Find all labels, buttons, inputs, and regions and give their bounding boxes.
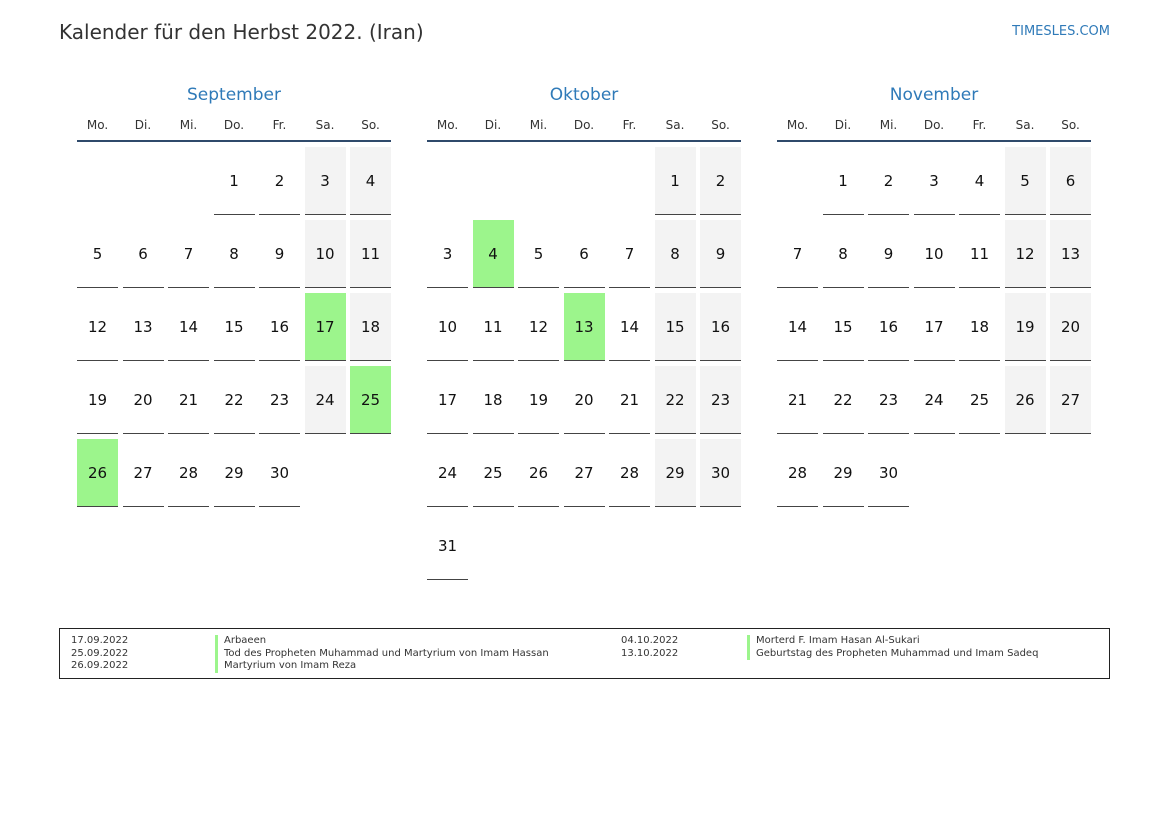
- weekday-label: Mi.: [879, 118, 898, 132]
- day-cell: 20: [123, 366, 164, 434]
- day-cell: 9: [259, 220, 300, 288]
- day-cell: 13: [1050, 220, 1091, 288]
- legend-date: 25.09.2022: [71, 647, 129, 659]
- day-cell: 22: [655, 366, 696, 434]
- weekday-label: Do.: [923, 118, 945, 132]
- day-cell: 2: [868, 147, 909, 215]
- holiday-legend: [59, 628, 1110, 679]
- empty-cell: [518, 147, 559, 215]
- day-cell: 11: [473, 293, 514, 361]
- month-september: [77, 84, 391, 507]
- legend-date: 26.09.2022: [71, 660, 129, 671]
- day-cell: 22: [823, 366, 864, 434]
- day-cell: 20: [564, 366, 605, 434]
- weekday-label: Sa.: [1015, 118, 1035, 132]
- legend-date: 13.10.2022: [621, 647, 679, 659]
- weekday-label: Do.: [223, 118, 245, 132]
- day-cell: 12: [77, 293, 118, 361]
- legend-holiday-name: Martyrium von Imam Reza: [215, 660, 356, 673]
- day-cell: 28: [168, 439, 209, 507]
- day-cell: 17: [427, 366, 468, 434]
- day-cell: 1: [655, 147, 696, 215]
- day-cell: 2: [700, 147, 741, 215]
- day-cell: 23: [259, 366, 300, 434]
- day-cell: 8: [214, 220, 255, 288]
- empty-cell: [473, 147, 514, 215]
- legend-row: [621, 647, 1039, 661]
- weekday-label: Mi.: [179, 118, 198, 132]
- day-cell: 1: [823, 147, 864, 215]
- day-grid: [777, 147, 1091, 507]
- legend-holiday-name: Arbaeen: [215, 635, 266, 648]
- day-cell: 19: [1005, 293, 1046, 361]
- month-title: November: [889, 85, 979, 105]
- day-cell: 11: [350, 220, 391, 288]
- page-title: Kalender für den Herbst 2022. (Iran): [59, 20, 424, 44]
- holiday-day-cell: 17: [305, 293, 346, 361]
- day-cell: 27: [564, 439, 605, 507]
- day-cell: 15: [655, 293, 696, 361]
- empty-cell: [777, 147, 818, 215]
- day-cell: 6: [564, 220, 605, 288]
- day-cell: 9: [700, 220, 741, 288]
- day-cell: 27: [123, 439, 164, 507]
- day-cell: 21: [777, 366, 818, 434]
- day-cell: 13: [123, 293, 164, 361]
- legend-date: 17.09.2022: [71, 635, 129, 646]
- day-cell: 19: [518, 366, 559, 434]
- day-cell: 3: [427, 220, 468, 288]
- day-cell: 18: [959, 293, 1000, 361]
- month-title: September: [187, 85, 281, 105]
- day-cell: 10: [427, 293, 468, 361]
- day-cell: 10: [914, 220, 955, 288]
- empty-cell: [77, 147, 118, 215]
- day-cell: 18: [473, 366, 514, 434]
- day-cell: 5: [77, 220, 118, 288]
- legend-column: [71, 635, 549, 673]
- month-title: Oktober: [549, 85, 619, 105]
- day-cell: 3: [305, 147, 346, 215]
- day-cell: 11: [959, 220, 1000, 288]
- weekday-label: Fr.: [272, 118, 287, 132]
- weekday-label: Di.: [834, 118, 852, 132]
- day-cell: 30: [700, 439, 741, 507]
- weekday-header: [77, 108, 391, 142]
- weekday-label: Do.: [573, 118, 595, 132]
- day-cell: 12: [518, 293, 559, 361]
- day-cell: 6: [123, 220, 164, 288]
- day-cell: 7: [609, 220, 650, 288]
- holiday-day-cell: 4: [473, 220, 514, 288]
- day-cell: 31: [427, 512, 468, 580]
- legend-column: [621, 635, 1039, 660]
- legend-row: [71, 660, 357, 673]
- day-cell: 9: [868, 220, 909, 288]
- legend-date: 04.10.2022: [621, 635, 679, 646]
- day-cell: 28: [609, 439, 650, 507]
- weekday-label: Di.: [484, 118, 502, 132]
- day-cell: 5: [518, 220, 559, 288]
- day-cell: 23: [700, 366, 741, 434]
- month-november: [777, 84, 1091, 507]
- day-cell: 7: [777, 220, 818, 288]
- day-cell: 21: [609, 366, 650, 434]
- weekday-label: Mo.: [436, 118, 459, 132]
- day-cell: 17: [914, 293, 955, 361]
- day-cell: 24: [427, 439, 468, 507]
- holiday-day-cell: 25: [350, 366, 391, 434]
- day-cell: 19: [77, 366, 118, 434]
- day-cell: 22: [214, 366, 255, 434]
- day-cell: 26: [518, 439, 559, 507]
- day-cell: 24: [305, 366, 346, 434]
- day-cell: 14: [777, 293, 818, 361]
- empty-cell: [427, 147, 468, 215]
- empty-cell: [609, 147, 650, 215]
- day-cell: 18: [350, 293, 391, 361]
- weekday-label: Fr.: [972, 118, 987, 132]
- weekday-label: Sa.: [665, 118, 685, 132]
- day-cell: 14: [609, 293, 650, 361]
- brand-link[interactable]: TIMESLES.COM: [1012, 24, 1110, 39]
- day-cell: 14: [168, 293, 209, 361]
- day-grid: [77, 147, 391, 507]
- weekday-label: Sa.: [315, 118, 335, 132]
- day-grid: [427, 147, 741, 580]
- day-cell: 29: [823, 439, 864, 507]
- day-cell: 16: [700, 293, 741, 361]
- day-cell: 2: [259, 147, 300, 215]
- legend-row: [621, 635, 920, 648]
- day-cell: 15: [214, 293, 255, 361]
- day-cell: 23: [868, 366, 909, 434]
- day-cell: 4: [350, 147, 391, 215]
- day-cell: 26: [1005, 366, 1046, 434]
- weekday-label: Di.: [134, 118, 152, 132]
- day-cell: 16: [259, 293, 300, 361]
- day-cell: 21: [168, 366, 209, 434]
- weekday-label: So.: [711, 118, 730, 132]
- day-cell: 24: [914, 366, 955, 434]
- weekday-label: So.: [361, 118, 380, 132]
- day-cell: 8: [655, 220, 696, 288]
- legend-row: [71, 647, 549, 661]
- day-cell: 10: [305, 220, 346, 288]
- day-cell: 20: [1050, 293, 1091, 361]
- day-cell: 25: [473, 439, 514, 507]
- day-cell: 15: [823, 293, 864, 361]
- day-cell: 7: [168, 220, 209, 288]
- day-cell: 29: [655, 439, 696, 507]
- holiday-day-cell: 26: [77, 439, 118, 507]
- holiday-day-cell: 13: [564, 293, 605, 361]
- weekday-label: Fr.: [622, 118, 637, 132]
- weekday-label: Mi.: [529, 118, 548, 132]
- empty-cell: [564, 147, 605, 215]
- day-cell: 27: [1050, 366, 1091, 434]
- day-cell: 3: [914, 147, 955, 215]
- day-cell: 30: [868, 439, 909, 507]
- day-cell: 1: [214, 147, 255, 215]
- day-cell: 8: [823, 220, 864, 288]
- empty-cell: [123, 147, 164, 215]
- legend-row: [71, 635, 267, 648]
- legend-holiday-name: Morterd F. Imam Hasan Al-Sukari: [747, 635, 920, 648]
- empty-cell: [168, 147, 209, 215]
- day-cell: 6: [1050, 147, 1091, 215]
- day-cell: 5: [1005, 147, 1046, 215]
- month-oktober: [427, 84, 741, 580]
- weekday-label: Mo.: [786, 118, 809, 132]
- day-cell: 28: [777, 439, 818, 507]
- weekday-label: So.: [1061, 118, 1080, 132]
- weekday-header: [427, 108, 741, 142]
- day-cell: 12: [1005, 220, 1046, 288]
- legend-holiday-name: Tod des Propheten Muhammad und Martyrium von Imam Hassan: [215, 648, 549, 661]
- weekday-label: Mo.: [86, 118, 109, 132]
- legend-holiday-name: Geburtstag des Propheten Muhammad und Imam Sadeq: [747, 648, 1038, 661]
- day-cell: 30: [259, 439, 300, 507]
- day-cell: 29: [214, 439, 255, 507]
- weekday-header: [777, 108, 1091, 142]
- day-cell: 25: [959, 366, 1000, 434]
- day-cell: 4: [959, 147, 1000, 215]
- day-cell: 16: [868, 293, 909, 361]
